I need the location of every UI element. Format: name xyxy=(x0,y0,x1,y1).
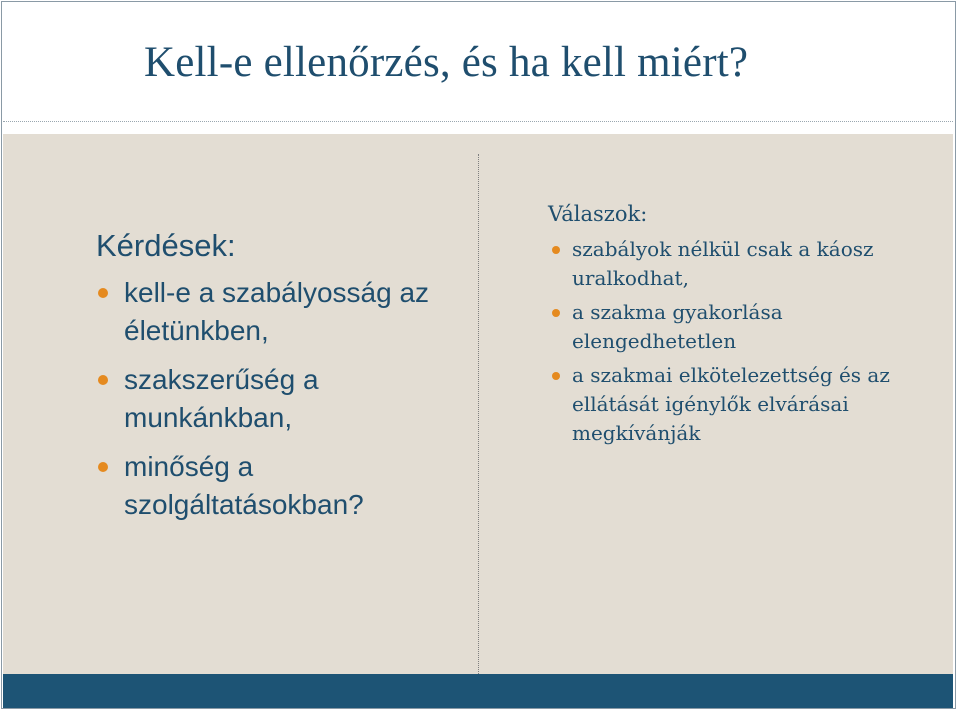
list-item xyxy=(96,448,466,524)
bullet-icon xyxy=(552,246,560,254)
list-item xyxy=(96,274,466,350)
questions-column xyxy=(96,224,466,535)
answers-list xyxy=(548,235,928,448)
bullet-icon xyxy=(98,375,108,385)
list-item xyxy=(548,235,928,293)
bullet-icon xyxy=(98,462,108,472)
question-text: szakszerűség a munkánkban, xyxy=(124,364,319,433)
answer-text: a szakmai elkötelezettség és az ellátását igénylők elvárásai megkívánják xyxy=(572,363,890,445)
question-text: kell-e a szabályosság az életünkben, xyxy=(124,277,430,346)
column-divider xyxy=(478,154,479,674)
footer-bar xyxy=(3,674,953,708)
title-divider xyxy=(3,121,953,122)
bullet-icon xyxy=(98,288,108,298)
list-item xyxy=(96,361,466,437)
bullet-icon xyxy=(552,372,560,380)
questions-heading: Kérdések: xyxy=(96,228,236,263)
slide-title: Kell-e ellenőrzés, és ha kell miért? xyxy=(144,39,749,86)
answers-heading: Válaszok: xyxy=(548,202,648,226)
questions-list xyxy=(96,274,466,524)
answer-text: a szakma gyakorlása elengedhetetlen xyxy=(572,300,783,353)
answers-column xyxy=(548,199,928,453)
list-item xyxy=(548,361,928,448)
bullet-icon xyxy=(552,309,560,317)
question-text: minőség a szolgáltatásokban? xyxy=(124,451,364,520)
list-item xyxy=(548,298,928,356)
answer-text: szabályok nélkül csak a káosz uralkodhat, xyxy=(572,237,874,290)
